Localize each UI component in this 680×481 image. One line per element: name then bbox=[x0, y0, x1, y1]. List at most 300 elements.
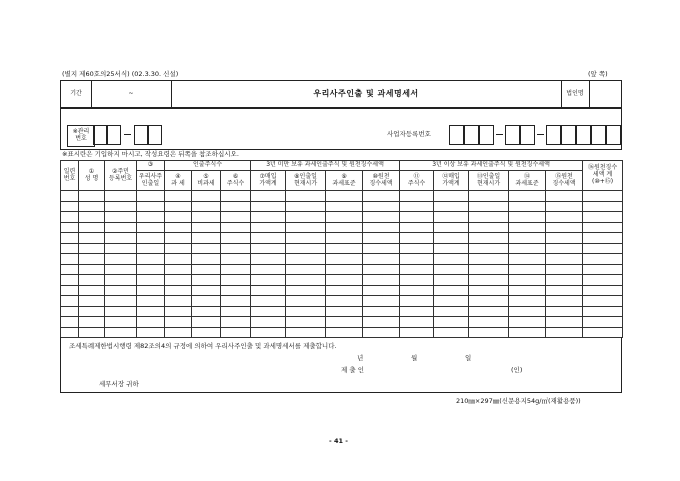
table-cell[interactable] bbox=[61, 212, 79, 223]
table-cell[interactable] bbox=[583, 296, 623, 307]
table-cell[interactable] bbox=[509, 254, 546, 265]
group-under-3-years: 3년 미만 보유 과세인출주식 및 원천징수세액 bbox=[251, 161, 400, 171]
table-cell[interactable] bbox=[509, 317, 546, 328]
table-cell[interactable] bbox=[192, 233, 221, 244]
table-cell[interactable] bbox=[286, 233, 326, 244]
table-cell[interactable] bbox=[326, 306, 363, 317]
table-cell[interactable] bbox=[105, 264, 137, 275]
table-cell[interactable] bbox=[79, 212, 105, 223]
mgmt-box-3[interactable] bbox=[134, 125, 148, 145]
table-cell[interactable] bbox=[61, 191, 79, 202]
table-cell[interactable] bbox=[79, 275, 105, 286]
table-cell[interactable] bbox=[400, 264, 434, 275]
table-cell[interactable] bbox=[221, 222, 251, 233]
table-cell[interactable] bbox=[509, 327, 546, 338]
table-cell[interactable] bbox=[192, 306, 221, 317]
table-cell[interactable] bbox=[546, 254, 583, 265]
table-cell[interactable] bbox=[583, 275, 623, 286]
submitter-label: 제 출 인 bbox=[341, 366, 364, 374]
table-cell[interactable] bbox=[469, 201, 509, 212]
table-cell[interactable] bbox=[546, 212, 583, 223]
col-withdrawal-date: 우리사주 인출일 bbox=[137, 171, 165, 191]
table-cell[interactable] bbox=[434, 327, 469, 338]
table-cell[interactable] bbox=[221, 327, 251, 338]
period-field[interactable] bbox=[91, 81, 172, 107]
table-cell[interactable] bbox=[400, 296, 434, 307]
table-cell[interactable] bbox=[286, 264, 326, 275]
table-cell[interactable] bbox=[105, 275, 137, 286]
table-cell[interactable] bbox=[286, 317, 326, 328]
table-cell[interactable] bbox=[137, 201, 165, 212]
table-cell[interactable] bbox=[286, 254, 326, 265]
table-cell[interactable] bbox=[221, 264, 251, 275]
table-cell[interactable] bbox=[509, 285, 546, 296]
table-row bbox=[61, 317, 623, 328]
table-cell[interactable] bbox=[137, 254, 165, 265]
table-cell[interactable] bbox=[434, 254, 469, 265]
table-cell[interactable] bbox=[137, 264, 165, 275]
table-row bbox=[61, 296, 623, 307]
table-cell[interactable] bbox=[400, 243, 434, 254]
table-cell[interactable] bbox=[137, 243, 165, 254]
biz-box-4[interactable] bbox=[505, 125, 520, 145]
table-cell[interactable] bbox=[251, 191, 286, 202]
table-cell[interactable] bbox=[400, 191, 434, 202]
seal-mark: (인) bbox=[511, 366, 523, 374]
table-cell[interactable] bbox=[583, 306, 623, 317]
table-cell[interactable] bbox=[251, 212, 286, 223]
table-cell[interactable] bbox=[192, 296, 221, 307]
table-cell[interactable] bbox=[363, 285, 400, 296]
table-cell[interactable] bbox=[400, 317, 434, 328]
notice-text: ※표시란은 기입하지 마시고, 작성요령은 뒤쪽을 참조하십시오. bbox=[62, 150, 239, 158]
col-market-value: ⑧인출일 현재시가 bbox=[286, 171, 326, 191]
table-cell[interactable] bbox=[469, 243, 509, 254]
table-cell[interactable] bbox=[286, 306, 326, 317]
table-cell[interactable] bbox=[79, 201, 105, 212]
table-cell[interactable] bbox=[363, 233, 400, 244]
table-cell[interactable] bbox=[434, 212, 469, 223]
corp-name-label: 법인명 bbox=[561, 81, 590, 107]
table-cell[interactable] bbox=[137, 317, 165, 328]
table-cell[interactable] bbox=[326, 296, 363, 307]
date-month-label: 월 bbox=[411, 354, 418, 362]
table-cell[interactable] bbox=[165, 233, 192, 244]
table-cell[interactable] bbox=[546, 264, 583, 275]
addressee: 세무서장 귀하 bbox=[99, 380, 139, 388]
table-cell[interactable] bbox=[469, 327, 509, 338]
table-cell[interactable] bbox=[326, 327, 363, 338]
table-cell[interactable] bbox=[583, 243, 623, 254]
table-cell[interactable] bbox=[363, 222, 400, 233]
table-cell[interactable] bbox=[137, 296, 165, 307]
withdrawal-table bbox=[60, 160, 623, 338]
table-cell[interactable] bbox=[469, 222, 509, 233]
mgmt-box-2[interactable] bbox=[107, 125, 121, 145]
table-cell[interactable] bbox=[105, 212, 137, 223]
table-cell[interactable] bbox=[165, 264, 192, 275]
table-cell[interactable] bbox=[583, 201, 623, 212]
table-cell[interactable] bbox=[137, 212, 165, 223]
table-cell[interactable] bbox=[469, 191, 509, 202]
table-cell[interactable] bbox=[61, 201, 79, 212]
table-cell[interactable] bbox=[79, 264, 105, 275]
table-cell[interactable] bbox=[165, 212, 192, 223]
table-cell[interactable] bbox=[251, 264, 286, 275]
table-cell[interactable] bbox=[546, 233, 583, 244]
table-cell[interactable] bbox=[469, 233, 509, 244]
table-row bbox=[61, 222, 623, 233]
table-cell[interactable] bbox=[221, 254, 251, 265]
table-cell[interactable] bbox=[326, 191, 363, 202]
table-cell[interactable] bbox=[165, 275, 192, 286]
table-cell[interactable] bbox=[363, 327, 400, 338]
table-cell[interactable] bbox=[165, 285, 192, 296]
table-cell[interactable] bbox=[105, 243, 137, 254]
table-cell[interactable] bbox=[546, 191, 583, 202]
table-cell[interactable] bbox=[400, 201, 434, 212]
table-cell[interactable] bbox=[509, 264, 546, 275]
table-cell[interactable] bbox=[326, 212, 363, 223]
table-cell[interactable] bbox=[509, 222, 546, 233]
table-cell[interactable] bbox=[509, 201, 546, 212]
table-cell[interactable] bbox=[434, 285, 469, 296]
table-cell[interactable] bbox=[61, 275, 79, 286]
table-cell[interactable] bbox=[400, 275, 434, 286]
table-cell[interactable] bbox=[192, 264, 221, 275]
table-cell[interactable] bbox=[192, 212, 221, 223]
table-cell[interactable] bbox=[61, 254, 79, 265]
table-cell[interactable] bbox=[363, 317, 400, 328]
table-cell[interactable] bbox=[363, 201, 400, 212]
table-row bbox=[61, 327, 623, 338]
table-cell[interactable] bbox=[251, 201, 286, 212]
table-cell[interactable] bbox=[165, 254, 192, 265]
table-cell[interactable] bbox=[165, 243, 192, 254]
table-cell[interactable] bbox=[192, 243, 221, 254]
table-cell[interactable] bbox=[79, 306, 105, 317]
col-withdrawal-date-num: ③ bbox=[137, 161, 165, 171]
table-cell[interactable] bbox=[251, 317, 286, 328]
table-cell[interactable] bbox=[61, 285, 79, 296]
col-nontaxable: ⑤ 비과세 bbox=[192, 171, 221, 191]
table-cell[interactable] bbox=[137, 233, 165, 244]
table-cell[interactable] bbox=[251, 285, 286, 296]
table-cell[interactable] bbox=[221, 317, 251, 328]
table-cell[interactable] bbox=[546, 317, 583, 328]
table-cell[interactable] bbox=[400, 212, 434, 223]
table-cell[interactable] bbox=[434, 264, 469, 275]
table-cell[interactable] bbox=[583, 327, 623, 338]
table-row bbox=[61, 201, 623, 212]
table-cell[interactable] bbox=[251, 327, 286, 338]
table-cell[interactable] bbox=[251, 243, 286, 254]
table-cell[interactable] bbox=[469, 212, 509, 223]
biz-box-9[interactable] bbox=[591, 125, 606, 145]
table-cell[interactable] bbox=[105, 191, 137, 202]
table-cell[interactable] bbox=[105, 254, 137, 265]
table-cell[interactable] bbox=[192, 222, 221, 233]
table-cell[interactable] bbox=[434, 306, 469, 317]
table-cell[interactable] bbox=[137, 222, 165, 233]
submission-statement: 조세특례제한법시행령 제82조의4의 규정에 의하여 우리사주인출 및 과세명세서를 제출합니다. bbox=[69, 342, 337, 350]
table-cell[interactable] bbox=[400, 254, 434, 265]
table-cell[interactable] bbox=[286, 296, 326, 307]
form-title: 우리사주인출 및 과세명세서 bbox=[171, 81, 562, 107]
table-cell[interactable] bbox=[165, 191, 192, 202]
mgmt-box-4[interactable] bbox=[148, 125, 162, 145]
table-cell[interactable] bbox=[434, 275, 469, 286]
table-cell[interactable] bbox=[434, 296, 469, 307]
table-cell[interactable] bbox=[583, 222, 623, 233]
table-cell[interactable] bbox=[326, 233, 363, 244]
table-cell[interactable] bbox=[251, 296, 286, 307]
table-cell[interactable] bbox=[221, 243, 251, 254]
table-cell[interactable] bbox=[509, 212, 546, 223]
col-serial: 일련 번호 bbox=[61, 161, 79, 191]
table-cell[interactable] bbox=[326, 317, 363, 328]
biz-dash-1 bbox=[496, 134, 503, 135]
col-withholding: ⑩원천 징수세액 bbox=[363, 171, 400, 191]
table-cell[interactable] bbox=[509, 296, 546, 307]
table-row bbox=[61, 275, 623, 286]
date-day-label: 일 bbox=[465, 354, 472, 362]
table-cell[interactable] bbox=[363, 243, 400, 254]
table-cell[interactable] bbox=[165, 201, 192, 212]
table-row bbox=[61, 191, 623, 202]
table-cell[interactable] bbox=[165, 306, 192, 317]
table-cell[interactable] bbox=[79, 317, 105, 328]
group-over-3-years: 3년 이상 보유 과세인출주식 및 원천징수세액 bbox=[400, 161, 583, 171]
table-cell[interactable] bbox=[192, 327, 221, 338]
table-cell[interactable] bbox=[400, 233, 434, 244]
table-cell[interactable] bbox=[286, 285, 326, 296]
table-cell[interactable] bbox=[105, 296, 137, 307]
biz-box-2[interactable] bbox=[464, 125, 479, 145]
table-row bbox=[61, 264, 623, 275]
table-cell[interactable] bbox=[469, 296, 509, 307]
table-cell[interactable] bbox=[221, 191, 251, 202]
table-cell[interactable] bbox=[251, 254, 286, 265]
table-cell[interactable] bbox=[583, 233, 623, 244]
table-cell[interactable] bbox=[221, 296, 251, 307]
table-cell[interactable] bbox=[363, 191, 400, 202]
table-cell[interactable] bbox=[61, 327, 79, 338]
col-share-count-2: ⑪ 주식수 bbox=[400, 171, 434, 191]
biz-dash-2 bbox=[537, 134, 544, 135]
table-cell[interactable] bbox=[192, 285, 221, 296]
table-cell[interactable] bbox=[192, 201, 221, 212]
table-cell[interactable] bbox=[251, 222, 286, 233]
table-cell[interactable] bbox=[583, 254, 623, 265]
table-row bbox=[61, 233, 623, 244]
col-purchase-total: ⑦매입 가액계 bbox=[251, 171, 286, 191]
col-taxable: ④ 과 세 bbox=[165, 171, 192, 191]
table-cell[interactable] bbox=[546, 275, 583, 286]
table-cell[interactable] bbox=[221, 233, 251, 244]
table-cell[interactable] bbox=[434, 243, 469, 254]
table-cell[interactable] bbox=[105, 201, 137, 212]
table-cell[interactable] bbox=[79, 285, 105, 296]
table-cell[interactable] bbox=[192, 317, 221, 328]
table-cell[interactable] bbox=[509, 306, 546, 317]
table-cell[interactable] bbox=[469, 254, 509, 265]
table-cell[interactable] bbox=[165, 222, 192, 233]
table-cell[interactable] bbox=[583, 191, 623, 202]
col-share-count: ⑥ 주식수 bbox=[221, 171, 251, 191]
table-cell[interactable] bbox=[137, 275, 165, 286]
col-name: ① 성 명 bbox=[79, 161, 105, 191]
table-cell[interactable] bbox=[400, 222, 434, 233]
table-cell[interactable] bbox=[79, 233, 105, 244]
table-cell[interactable] bbox=[105, 285, 137, 296]
table-cell[interactable] bbox=[546, 201, 583, 212]
table-cell[interactable] bbox=[363, 212, 400, 223]
table-cell[interactable] bbox=[509, 233, 546, 244]
biz-box-5[interactable] bbox=[520, 125, 535, 145]
biz-reg-label: 사업자등록번호 bbox=[387, 130, 431, 138]
table-cell[interactable] bbox=[192, 275, 221, 286]
biz-box-1[interactable] bbox=[449, 125, 464, 145]
table-cell[interactable] bbox=[546, 285, 583, 296]
table-cell[interactable] bbox=[286, 327, 326, 338]
page-side-label: (앞 쪽) bbox=[588, 70, 608, 78]
table-cell[interactable] bbox=[363, 264, 400, 275]
table-cell[interactable] bbox=[583, 264, 623, 275]
table-cell[interactable] bbox=[79, 327, 105, 338]
table-cell[interactable] bbox=[546, 222, 583, 233]
table-cell[interactable] bbox=[61, 296, 79, 307]
table-cell[interactable] bbox=[221, 275, 251, 286]
table-cell[interactable] bbox=[286, 212, 326, 223]
table-cell[interactable] bbox=[79, 222, 105, 233]
biz-box-7[interactable] bbox=[561, 125, 576, 145]
table-cell[interactable] bbox=[105, 327, 137, 338]
table-cell[interactable] bbox=[469, 264, 509, 275]
table-cell[interactable] bbox=[221, 306, 251, 317]
table-cell[interactable] bbox=[165, 296, 192, 307]
mgmt-box-1[interactable] bbox=[93, 125, 107, 145]
table-cell[interactable] bbox=[326, 275, 363, 286]
table-cell[interactable] bbox=[326, 254, 363, 265]
col-market-value-2: ⑬인출일 현재시가 bbox=[469, 171, 509, 191]
biz-box-6[interactable] bbox=[546, 125, 561, 145]
col-tax-base-2: ⑭ 과세표준 bbox=[509, 171, 546, 191]
table-cell[interactable] bbox=[137, 306, 165, 317]
table-cell[interactable] bbox=[546, 296, 583, 307]
table-cell[interactable] bbox=[165, 317, 192, 328]
table-cell[interactable] bbox=[137, 285, 165, 296]
table-cell[interactable] bbox=[326, 222, 363, 233]
table-cell[interactable] bbox=[105, 306, 137, 317]
table-cell[interactable] bbox=[251, 275, 286, 286]
table-cell[interactable] bbox=[105, 317, 137, 328]
id-row bbox=[60, 108, 622, 150]
table-cell[interactable] bbox=[509, 243, 546, 254]
table-cell[interactable] bbox=[286, 201, 326, 212]
form-reference: (별지 제60호의25서식) (02.3.30. 신설) bbox=[62, 70, 179, 78]
table-cell[interactable] bbox=[221, 285, 251, 296]
table-row bbox=[61, 254, 623, 265]
table-cell[interactable] bbox=[363, 275, 400, 286]
table-cell[interactable] bbox=[434, 233, 469, 244]
group-withdrawn-shares: 인출주식수 bbox=[165, 161, 251, 171]
table-cell[interactable] bbox=[105, 222, 137, 233]
table-cell[interactable] bbox=[363, 306, 400, 317]
table-cell[interactable] bbox=[400, 285, 434, 296]
table-cell[interactable] bbox=[61, 264, 79, 275]
table-cell[interactable] bbox=[286, 275, 326, 286]
table-cell[interactable] bbox=[286, 191, 326, 202]
biz-box-3[interactable] bbox=[479, 125, 494, 145]
table-cell[interactable] bbox=[400, 327, 434, 338]
table-cell[interactable] bbox=[469, 317, 509, 328]
period-label: 기간 bbox=[61, 81, 92, 107]
table-cell[interactable] bbox=[286, 222, 326, 233]
table-cell[interactable] bbox=[326, 243, 363, 254]
table-cell[interactable] bbox=[469, 275, 509, 286]
table-cell[interactable] bbox=[137, 327, 165, 338]
table-cell[interactable] bbox=[221, 212, 251, 223]
table-cell[interactable] bbox=[192, 254, 221, 265]
table-cell[interactable] bbox=[546, 327, 583, 338]
table-cell[interactable] bbox=[434, 201, 469, 212]
table-cell[interactable] bbox=[469, 306, 509, 317]
biz-box-8[interactable] bbox=[576, 125, 591, 145]
table-cell[interactable] bbox=[61, 233, 79, 244]
biz-box-10[interactable] bbox=[606, 125, 621, 145]
table-cell[interactable] bbox=[326, 264, 363, 275]
table-cell[interactable] bbox=[546, 306, 583, 317]
table-cell[interactable] bbox=[583, 285, 623, 296]
table-cell[interactable] bbox=[286, 243, 326, 254]
table-cell[interactable] bbox=[509, 275, 546, 286]
table-cell[interactable] bbox=[79, 296, 105, 307]
table-cell[interactable] bbox=[105, 233, 137, 244]
table-cell[interactable] bbox=[137, 191, 165, 202]
table-cell[interactable] bbox=[434, 317, 469, 328]
table-cell[interactable] bbox=[469, 285, 509, 296]
table-cell[interactable] bbox=[434, 191, 469, 202]
table-row bbox=[61, 243, 623, 254]
table-cell[interactable] bbox=[61, 222, 79, 233]
table-cell[interactable] bbox=[79, 243, 105, 254]
table-cell[interactable] bbox=[326, 201, 363, 212]
table-cell[interactable] bbox=[251, 306, 286, 317]
table-cell[interactable] bbox=[363, 254, 400, 265]
corp-name-field[interactable] bbox=[589, 81, 621, 107]
table-cell[interactable] bbox=[61, 306, 79, 317]
table-cell[interactable] bbox=[79, 191, 105, 202]
table-cell[interactable] bbox=[61, 317, 79, 328]
table-cell[interactable] bbox=[326, 285, 363, 296]
table-cell[interactable] bbox=[509, 191, 546, 202]
table-cell[interactable] bbox=[61, 243, 79, 254]
table-cell[interactable] bbox=[221, 201, 251, 212]
col-purchase-total-2: ⑫매입 가액계 bbox=[434, 171, 469, 191]
table-row bbox=[61, 306, 623, 317]
table-cell[interactable] bbox=[251, 233, 286, 244]
table-cell[interactable] bbox=[363, 296, 400, 307]
table-cell[interactable] bbox=[165, 327, 192, 338]
table-cell[interactable] bbox=[583, 212, 623, 223]
table-cell[interactable] bbox=[434, 222, 469, 233]
table-cell[interactable] bbox=[546, 243, 583, 254]
table-cell[interactable] bbox=[583, 317, 623, 328]
table-cell[interactable] bbox=[79, 254, 105, 265]
table-cell[interactable] bbox=[192, 191, 221, 202]
table-cell[interactable] bbox=[400, 306, 434, 317]
